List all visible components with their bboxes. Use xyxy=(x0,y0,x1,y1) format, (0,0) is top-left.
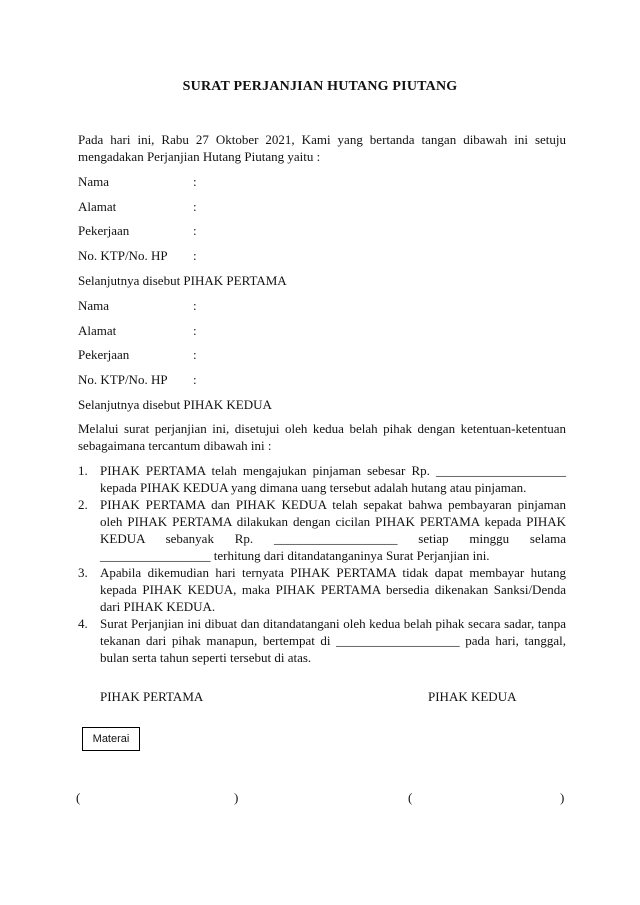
party1-occupation-label: Pekerjaan xyxy=(78,223,130,238)
term-line: dari PIHAK KEDUA. xyxy=(100,599,216,614)
second-party-name-open-paren: ( xyxy=(408,790,413,805)
term-line: Apabila dikemudian hari ternyata PIHAK PERTAMA tidak dapat membayar hutang xyxy=(100,565,566,580)
term-number: 1. xyxy=(78,463,88,478)
first-party-name-close-paren: ) xyxy=(234,790,239,805)
document-title: SURAT PERJANJIAN HUTANG PIUTANG xyxy=(182,79,458,94)
signature-label-second-party: PIHAK KEDUA xyxy=(428,689,517,704)
party1-id-colon: : xyxy=(193,248,197,263)
intro-line-1: Pada hari ini, Rabu 27 Oktober 2021, Kami yang bertanda tangan dibawah ini setuju xyxy=(78,132,566,147)
term-line: PIHAK PERTAMA dan PIHAK KEDUA telah sepakat bahwa pembayaran pinjaman xyxy=(100,497,566,512)
term-body xyxy=(100,462,566,496)
term-body xyxy=(100,496,566,564)
term-body xyxy=(100,615,566,666)
party1-occupation-colon: : xyxy=(193,223,197,238)
second-party-name-close-paren: ) xyxy=(560,790,565,805)
intro-line-2: mengadakan Perjanjian Hutang Piutang yaitu : xyxy=(78,149,321,164)
party1-name-colon: : xyxy=(193,174,197,189)
term-line: KEDUA sebanyak Rp. ___________________ setiap minggu selama xyxy=(100,531,566,546)
party2-designation: Selanjutnya disebut PIHAK KEDUA xyxy=(78,397,272,412)
party2-id-label: No. KTP/No. HP xyxy=(78,372,168,387)
party1-id-label: No. KTP/No. HP xyxy=(78,248,168,263)
terms-intro-paragraph xyxy=(78,420,566,454)
first-party-name-open-paren: ( xyxy=(76,790,81,805)
party1-address-label: Alamat xyxy=(78,199,117,214)
party1-designation: Selanjutnya disebut PIHAK PERTAMA xyxy=(78,273,287,288)
term-line: bulan serta tahun seperti tersebut di atas. xyxy=(100,650,312,665)
party2-id-colon: : xyxy=(193,372,197,387)
terms-intro-line-2: sebagaimana tercantum dibawah ini : xyxy=(78,438,272,453)
term-line: _________________ terhitung dari ditandatanganinya Surat Perjanjian ini. xyxy=(100,548,490,563)
party1-name-label: Nama xyxy=(78,174,110,189)
terms-intro-line-1: Melalui surat perjanjian ini, disetujui oleh kedua belah pihak dengan ketentuan-ketentuan xyxy=(78,421,566,436)
term-line: Surat Perjanjian ini dibuat dan ditandatangani oleh kedua belah pihak secara sadar, tanpa xyxy=(100,616,566,631)
party2-name-label: Nama xyxy=(78,298,110,313)
party2-address-colon: : xyxy=(193,323,197,338)
party2-name-colon: : xyxy=(193,298,197,313)
materai-label: Materai xyxy=(92,732,130,745)
term-number: 3. xyxy=(78,565,88,580)
party2-address-label: Alamat xyxy=(78,323,117,338)
term-line: kepada PIHAK KEDUA yang dimana uang tersebut adalah hutang atau pinjaman. xyxy=(100,480,527,495)
party1-address-colon: : xyxy=(193,199,197,214)
term-line: oleh PIHAK PERTAMA dilakukan dengan cicilan PIHAK PERTAMA kepada PIHAK xyxy=(100,514,566,529)
term-body xyxy=(100,564,566,615)
term-line: PIHAK PERTAMA telah mengajukan pinjaman sebesar Rp. ____________________ xyxy=(100,463,566,478)
party2-occupation-label: Pekerjaan xyxy=(78,347,130,362)
materai-stamp-box xyxy=(82,727,140,751)
term-line: tekanan dari pihak manapun, bertempat di ___________________ pada hari, tanggal, xyxy=(100,633,566,648)
party2-occupation-colon: : xyxy=(193,347,197,362)
term-number: 2. xyxy=(78,497,88,512)
intro-paragraph xyxy=(78,131,566,165)
term-line: kepada PIHAK KEDUA, maka PIHAK PERTAMA bersedia dikenakan Sanksi/Denda xyxy=(100,582,566,597)
term-number: 4. xyxy=(78,616,88,631)
signature-label-first-party: PIHAK PERTAMA xyxy=(100,689,204,704)
